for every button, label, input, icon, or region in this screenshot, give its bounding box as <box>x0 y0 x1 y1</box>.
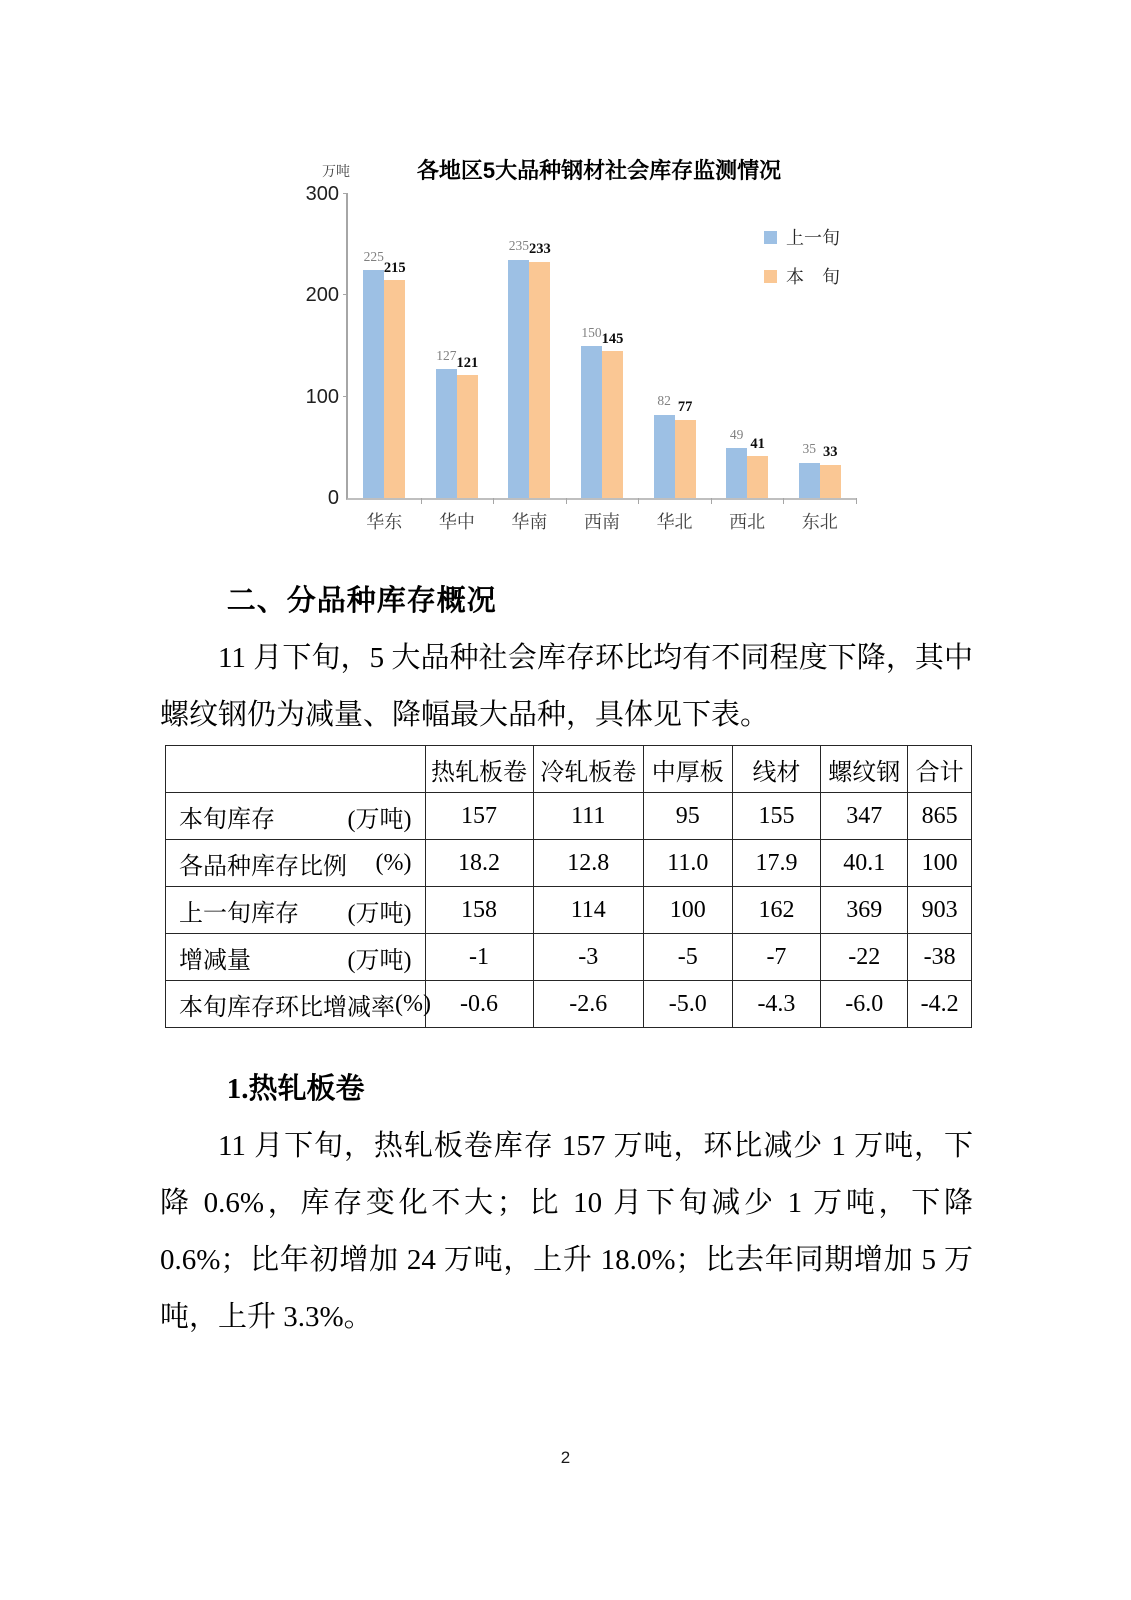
column-header: 冷轧板卷 <box>533 746 643 793</box>
value-cell: -6.0 <box>821 981 908 1028</box>
value-cell: 111 <box>533 793 643 840</box>
bar-value-label: 41 <box>750 435 765 452</box>
bar-value-label: 150 <box>581 324 602 340</box>
bar-series1-6 <box>726 426 747 498</box>
x-axis-category-label: 华北 <box>656 512 693 532</box>
column-header: 合计 <box>908 746 972 793</box>
chart-plot-area <box>305 183 856 532</box>
subsection-heading: 1.热轧板卷 <box>226 1073 365 1105</box>
bar-series2-7 <box>820 444 841 498</box>
x-axis-category-label: 西北 <box>729 512 766 532</box>
table-row <box>166 793 972 840</box>
table-row <box>166 981 972 1028</box>
value-cell: -4.2 <box>908 981 972 1028</box>
column-header <box>166 746 426 793</box>
value-cell: 865 <box>908 793 972 840</box>
bar-group-3 <box>493 194 566 532</box>
y-axis-tick-label: 0 <box>327 487 339 509</box>
x-axis-category-label: 华东 <box>366 512 403 532</box>
value-cell: 40.1 <box>821 840 908 887</box>
bar-series2-3 <box>529 241 551 498</box>
x-axis-tick <box>566 498 567 504</box>
row-unit: (万吨) <box>347 806 412 833</box>
legend-item-2 <box>764 263 840 289</box>
column-header: 螺纹钢 <box>821 746 908 793</box>
value-cell: -7 <box>732 934 821 981</box>
value-cell: 100 <box>908 840 972 887</box>
bar-value-label: 33 <box>822 444 838 461</box>
row-label-inner <box>179 846 412 881</box>
x-axis-tick <box>493 498 494 504</box>
bar-series1-2 <box>436 347 457 498</box>
value-cell: 17.9 <box>732 840 821 887</box>
bar-value-label: 49 <box>729 426 744 442</box>
chart-title: 各地区5大品种钢材社会库存监测情况 <box>416 158 782 183</box>
value-cell: 100 <box>643 887 732 934</box>
chart-legend <box>764 224 840 302</box>
row-unit: (万吨) <box>347 900 412 927</box>
bar-value-label: 127 <box>436 347 457 363</box>
x-axis-tick <box>711 498 712 504</box>
section-paragraph: 11 月下旬，5 大品种社会库存环比均有不同程度下降，其中螺纹钢仍为减量、降幅最大品种，具体见下表。 <box>160 642 973 731</box>
legend-item-1 <box>764 224 840 250</box>
row-label-cell <box>166 934 426 981</box>
row-label: 本旬库存 <box>179 806 275 833</box>
bar-series2-2 <box>456 354 479 498</box>
row-label-inner <box>179 940 412 975</box>
bar-series1-7 <box>799 441 820 498</box>
section-heading: 二、分品种库存概况 <box>226 585 497 617</box>
bar-value-label: 235 <box>508 238 530 254</box>
page-number: 2 <box>560 1448 571 1467</box>
bar-series2-1 <box>383 259 406 498</box>
value-cell: 162 <box>732 887 821 934</box>
row-label-cell <box>166 887 426 934</box>
value-cell: 114 <box>533 887 643 934</box>
bar-series2-4 <box>601 330 624 498</box>
bar-value-label: 35 <box>802 441 816 457</box>
bar-group-4 <box>566 194 639 532</box>
table-header-row <box>166 746 972 793</box>
legend-label: 本 旬 <box>786 267 840 287</box>
bar-value-label: 225 <box>363 248 384 264</box>
bar-series1-4 <box>581 324 602 498</box>
column-header: 线材 <box>732 746 821 793</box>
bar-series1-3 <box>508 238 530 498</box>
value-cell: -0.6 <box>425 981 533 1028</box>
bar-series2-6 <box>747 435 768 498</box>
bar-group-1 <box>348 194 421 532</box>
table-row <box>166 887 972 934</box>
bar-series1-1 <box>363 248 384 498</box>
value-cell: 11.0 <box>643 840 732 887</box>
value-cell: -4.3 <box>732 981 821 1028</box>
value-cell: -1 <box>425 934 533 981</box>
bar-value-label: 121 <box>456 354 479 371</box>
subsection-paragraph: 11 月下旬，热轧板卷库存 157 万吨，环比减少 1 万吨，下降 0.6%，库存变化不大；比 10 月下旬减少 1 万吨，下降 0.6%；比年初增加 24 万吨，上升 18.0%；比去年同期增加 5 万吨，上升 3.3%。 <box>160 1130 973 1333</box>
y-axis-tick-label: 100 <box>305 385 339 408</box>
legend-color-swatch <box>764 270 777 283</box>
bar-value-label: 82 <box>657 393 671 409</box>
regional-inventory-chart <box>298 148 860 548</box>
y-axis-tick-label: 300 <box>305 183 339 205</box>
row-label: 各品种库存比例 <box>179 853 347 880</box>
bar-value-label: 215 <box>383 259 406 276</box>
table-row <box>166 934 972 981</box>
row-unit: (万吨) <box>347 947 412 974</box>
x-axis-tick <box>638 498 639 504</box>
bar-value-label: 145 <box>601 330 624 347</box>
value-cell: -5.0 <box>643 981 732 1028</box>
x-axis-category-label: 西南 <box>583 512 620 532</box>
value-cell: -22 <box>821 934 908 981</box>
row-unit: (%) <box>375 849 412 876</box>
value-cell: 157 <box>425 793 533 840</box>
x-axis-category-label: 东北 <box>801 512 838 532</box>
row-label: 上一旬库存 <box>179 900 299 927</box>
column-header: 热轧板卷 <box>425 746 533 793</box>
bar-group-5 <box>638 194 711 532</box>
value-cell: -2.6 <box>533 981 643 1028</box>
value-cell: -3 <box>533 934 643 981</box>
value-cell: 18.2 <box>425 840 533 887</box>
row-label-inner <box>179 893 412 928</box>
row-unit: (%) <box>395 990 431 1017</box>
x-axis-category-label: 华中 <box>438 512 475 532</box>
row-label-inner <box>179 799 412 834</box>
x-axis-tick <box>783 498 784 504</box>
bar-group-2 <box>421 194 494 532</box>
x-axis-category-label: 华南 <box>511 512 548 532</box>
row-label-cell <box>166 981 431 1028</box>
value-cell: 903 <box>908 887 972 934</box>
row-label-cell <box>166 840 426 887</box>
value-cell: 369 <box>821 887 908 934</box>
y-axis-tick-label: 200 <box>305 284 339 307</box>
row-label: 本旬库存环比增减率 <box>179 994 395 1021</box>
value-cell: -38 <box>908 934 972 981</box>
legend-label: 上一旬 <box>786 228 840 248</box>
bar-value-label: 233 <box>529 241 551 258</box>
value-cell: 158 <box>425 887 533 934</box>
x-axis-tick <box>856 498 857 504</box>
x-axis-tick <box>421 498 422 504</box>
row-label: 增减量 <box>179 947 251 974</box>
row-label-inner <box>179 987 431 1022</box>
table-row <box>166 840 972 887</box>
value-cell: 95 <box>643 793 732 840</box>
value-cell: 155 <box>732 793 821 840</box>
inventory-by-variety-table <box>165 745 972 1028</box>
row-label-cell <box>166 793 426 840</box>
bar-series1-5 <box>654 393 675 498</box>
bar-series2-5 <box>675 399 696 498</box>
column-header: 中厚板 <box>643 746 732 793</box>
value-cell: -5 <box>643 934 732 981</box>
chart-y-unit-label: 万吨 <box>322 165 350 180</box>
bar-value-label: 77 <box>677 399 693 416</box>
value-cell: 347 <box>821 793 908 840</box>
legend-color-swatch <box>764 231 777 244</box>
value-cell: 12.8 <box>533 840 643 887</box>
